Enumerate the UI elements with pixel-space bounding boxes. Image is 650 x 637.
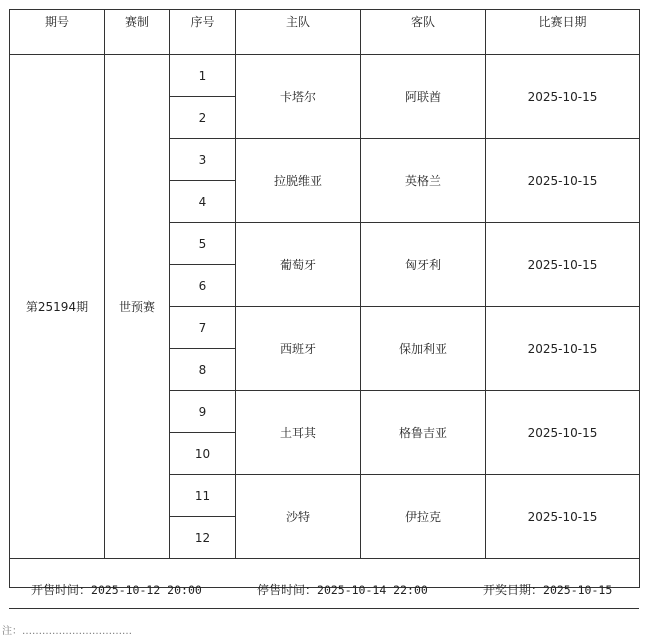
home-team-cell: 土耳其 xyxy=(236,391,361,475)
match-date-cell: 2025-10-15 xyxy=(486,55,640,139)
match-date-cell: 2025-10-15 xyxy=(486,391,640,475)
period-cell: 第25194期 xyxy=(10,55,105,559)
sale-close-label: 停售时间： xyxy=(257,583,318,597)
draw-date-label: 开奖日期： xyxy=(483,583,544,597)
format-cell: 世预赛 xyxy=(105,55,170,559)
lottery-schedule-sheet xyxy=(9,9,638,617)
sale-open-label: 开售时间： xyxy=(31,583,92,597)
home-team-cell: 葡萄牙 xyxy=(236,223,361,307)
header-period: 期号 xyxy=(10,10,105,55)
away-team-cell: 格鲁吉亚 xyxy=(361,391,486,475)
table-row xyxy=(10,55,640,97)
sale-info-footer xyxy=(9,579,639,601)
away-team-cell: 伊拉克 xyxy=(361,475,486,559)
match-date-cell: 2025-10-15 xyxy=(486,475,640,559)
draw-date-info xyxy=(483,579,612,601)
home-team-cell: 卡塔尔 xyxy=(236,55,361,139)
match-date-cell: 2025-10-15 xyxy=(486,307,640,391)
seq-cell: 11 xyxy=(170,475,236,517)
seq-cell: 8 xyxy=(170,349,236,391)
sale-open-info xyxy=(31,579,202,601)
home-team-cell: 拉脱维亚 xyxy=(236,139,361,223)
header-format: 赛制 xyxy=(105,10,170,55)
match-date-cell: 2025-10-15 xyxy=(486,139,640,223)
away-team-cell: 保加利亚 xyxy=(361,307,486,391)
seq-cell: 1 xyxy=(170,55,236,97)
header-seq: 序号 xyxy=(170,10,236,55)
header-away: 客队 xyxy=(361,10,486,55)
seq-cell: 12 xyxy=(170,517,236,559)
match-schedule-table xyxy=(9,9,640,588)
sale-close-info xyxy=(257,579,428,601)
seq-cell: 2 xyxy=(170,97,236,139)
cutoff-note-text: 注：…………………………… xyxy=(2,626,132,637)
seq-cell: 5 xyxy=(170,223,236,265)
away-team-cell: 阿联酋 xyxy=(361,55,486,139)
away-team-cell: 匈牙利 xyxy=(361,223,486,307)
header-row xyxy=(10,10,640,55)
header-date: 比赛日期 xyxy=(486,10,640,55)
sale-open-value: 2025-10-12 20:00 xyxy=(91,583,202,597)
home-team-cell: 沙特 xyxy=(236,475,361,559)
home-team-cell: 西班牙 xyxy=(236,307,361,391)
seq-cell: 7 xyxy=(170,307,236,349)
seq-cell: 3 xyxy=(170,139,236,181)
sale-close-value: 2025-10-14 22:00 xyxy=(317,583,428,597)
seq-cell: 4 xyxy=(170,181,236,223)
seq-cell: 10 xyxy=(170,433,236,475)
header-home: 主队 xyxy=(236,10,361,55)
match-date-cell: 2025-10-15 xyxy=(486,223,640,307)
draw-date-value: 2025-10-15 xyxy=(543,583,613,597)
cutoff-note xyxy=(2,613,342,637)
seq-cell: 9 xyxy=(170,391,236,433)
seq-cell: 6 xyxy=(170,265,236,307)
away-team-cell: 英格兰 xyxy=(361,139,486,223)
footer-bottom-border xyxy=(9,608,639,609)
